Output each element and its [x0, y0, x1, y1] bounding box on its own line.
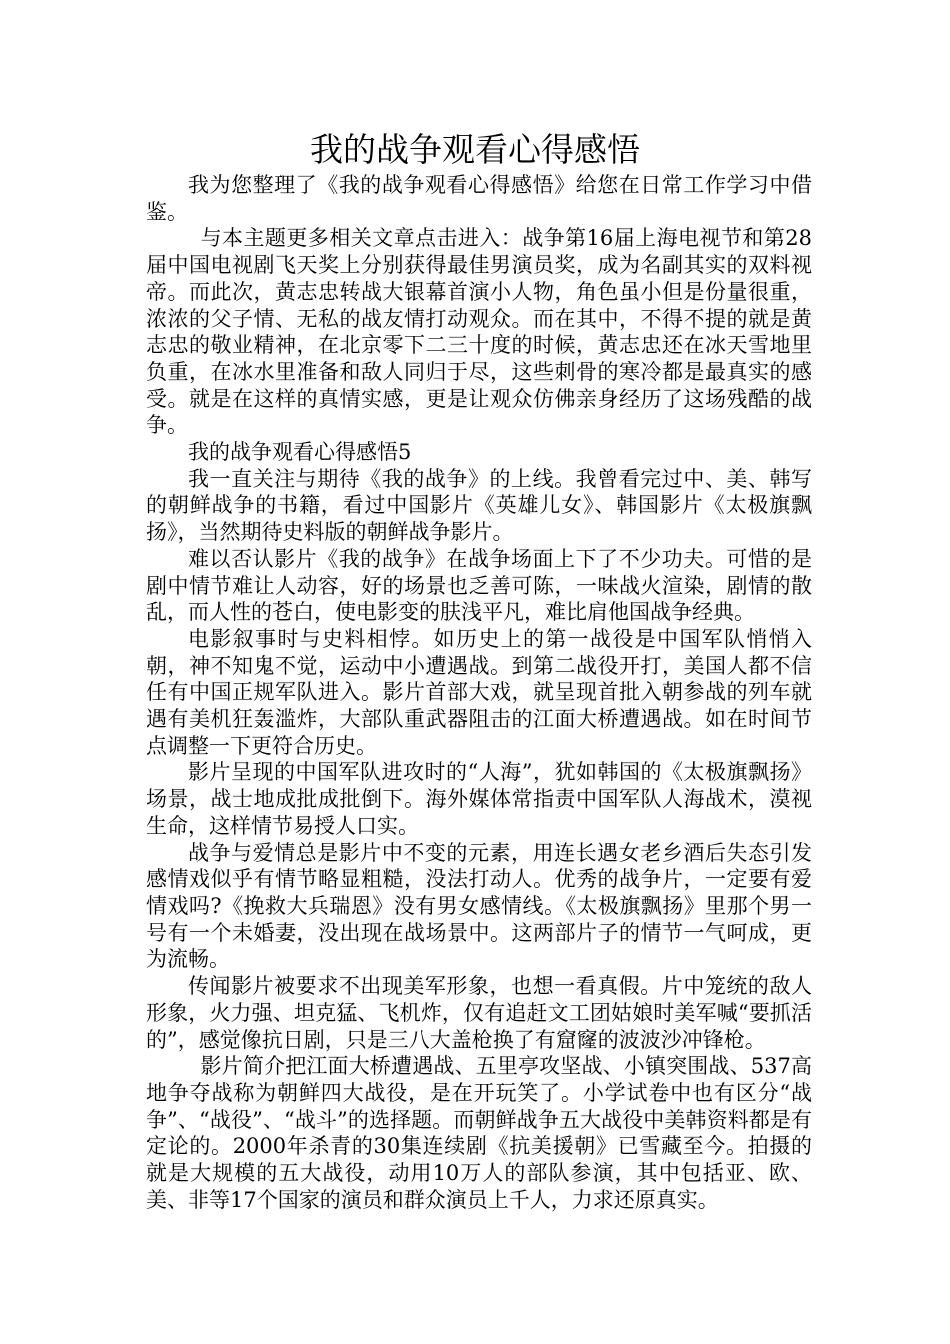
paragraph-history: 电影叙事时与史料相悖。如历史上的第一战役是中国军队悄悄入朝，神不知鬼不觉，运动中小遭遇战。到第二战役开打，美国人都不信任有中国正规军队进入。影片首部大戏，就呈现首批入朝参战的列车就遇有美机狂轰滥炸，大部队重武器阻击的江面大桥遭遇战。如在时间节点调整一下更符合历史。 — [146, 626, 812, 758]
document-title: 我的战争观看心得感悟 — [310, 130, 640, 169]
paragraph-intro: 我为您整理了《我的战争观看心得感悟》给您在日常工作学习中借鉴。 — [146, 173, 812, 224]
paragraph-related-link: 与本主题更多相关文章点击进入：战争第16届上海电视节和第28届中国电视剧飞天奖上分别获得最佳男演员奖，成为名副其实的双料视帝。而此次，黄志忠转战大银幕首演小人物，角色虽小但是份量很重，浓浓的父子情、无私的战友情打动观众。而在其中，不得不提的就是黄志忠的敬业精神，在北京零下二三十度的时候，黄志忠还在冰天雪地里负重，在冰水里准备和敌人同归于尽，这些刺骨的寒冷都是最真实的感受。就是在这样的真情实感，更是让观众仿佛亲身经历了这场残酷的战争。 — [146, 226, 812, 438]
paragraph-battle-scenes: 难以否认影片《我的战争》在战争场面上下了不少功夫。可惜的是剧中情节难让人动容，好的场景也乏善可陈，一味战火渲染，剧情的散乱，而人性的苍白，使电影变的肤浅平凡，难比肩他国战争经典。 — [146, 546, 812, 625]
paragraph-subheading: 我的战争观看心得感悟5 — [188, 440, 412, 465]
paragraph-enemy-image: 传闻影片被要求不出现美军形象，也想一看真假。片中笼统的敌人形象，火力强、坦克猛、飞机炸，仅有追赶文工团姑娘时美军喊“要抓活的”，感觉像抗日剧，只是三八大盖枪换了有窟窿的波波沙冲锋枪。 — [146, 974, 812, 1052]
paragraph-human-wave: 影片呈现的中国军队进攻时的“人海”，犹如韩国的《太极旗飘扬》场景，战士地成批成批倒下。海外媒体常指责中国军队人海战术，漠视生命，这样情节易授人口实。 — [146, 760, 812, 838]
paragraph-expectation: 我一直关注与期待《我的战争》的上线。我曾看完过中、美、韩写的朝鲜战争的书籍，看过中国影片《英雄儿女》、韩国影片《太极旗飘扬》，当然期待史料版的朝鲜战争影片。 — [146, 466, 812, 545]
document-body — [146, 172, 812, 1213]
paragraph-romance: 战争与爱情总是影片中不变的元素，用连长遇女老乡酒后失态引发感情戏似乎有情节略显粗糙，没法打动人。优秀的战争片，一定要有爱情戏吗?《挽救大兵瑞恩》没有男女感情线。《太极旗飘扬》里那个男一号有一个未婚妻，没出现在战场景中。这两部片子的情节一气呵成，更为流畅。 — [146, 840, 812, 972]
paragraph-four-battles: 影片简介把江面大桥遭遇战、五里亭攻坚战、小镇突围战、537高地争夺战称为朝鲜四大战役，是在开玩笑了。小学试卷中也有区分“战争”、“战役”、“战斗”的选择题。而朝鲜战争五大战役中美韩资料都是有定论的。2000年杀青的30集连续剧《抗美援朝》已雪藏至今。拍摄的就是大规模的五大战役，动用10万人的部队参演，其中包括亚、欧、美、非等17个国家的演员和群众演员上千人，力求还原真实。 — [146, 1054, 812, 1212]
